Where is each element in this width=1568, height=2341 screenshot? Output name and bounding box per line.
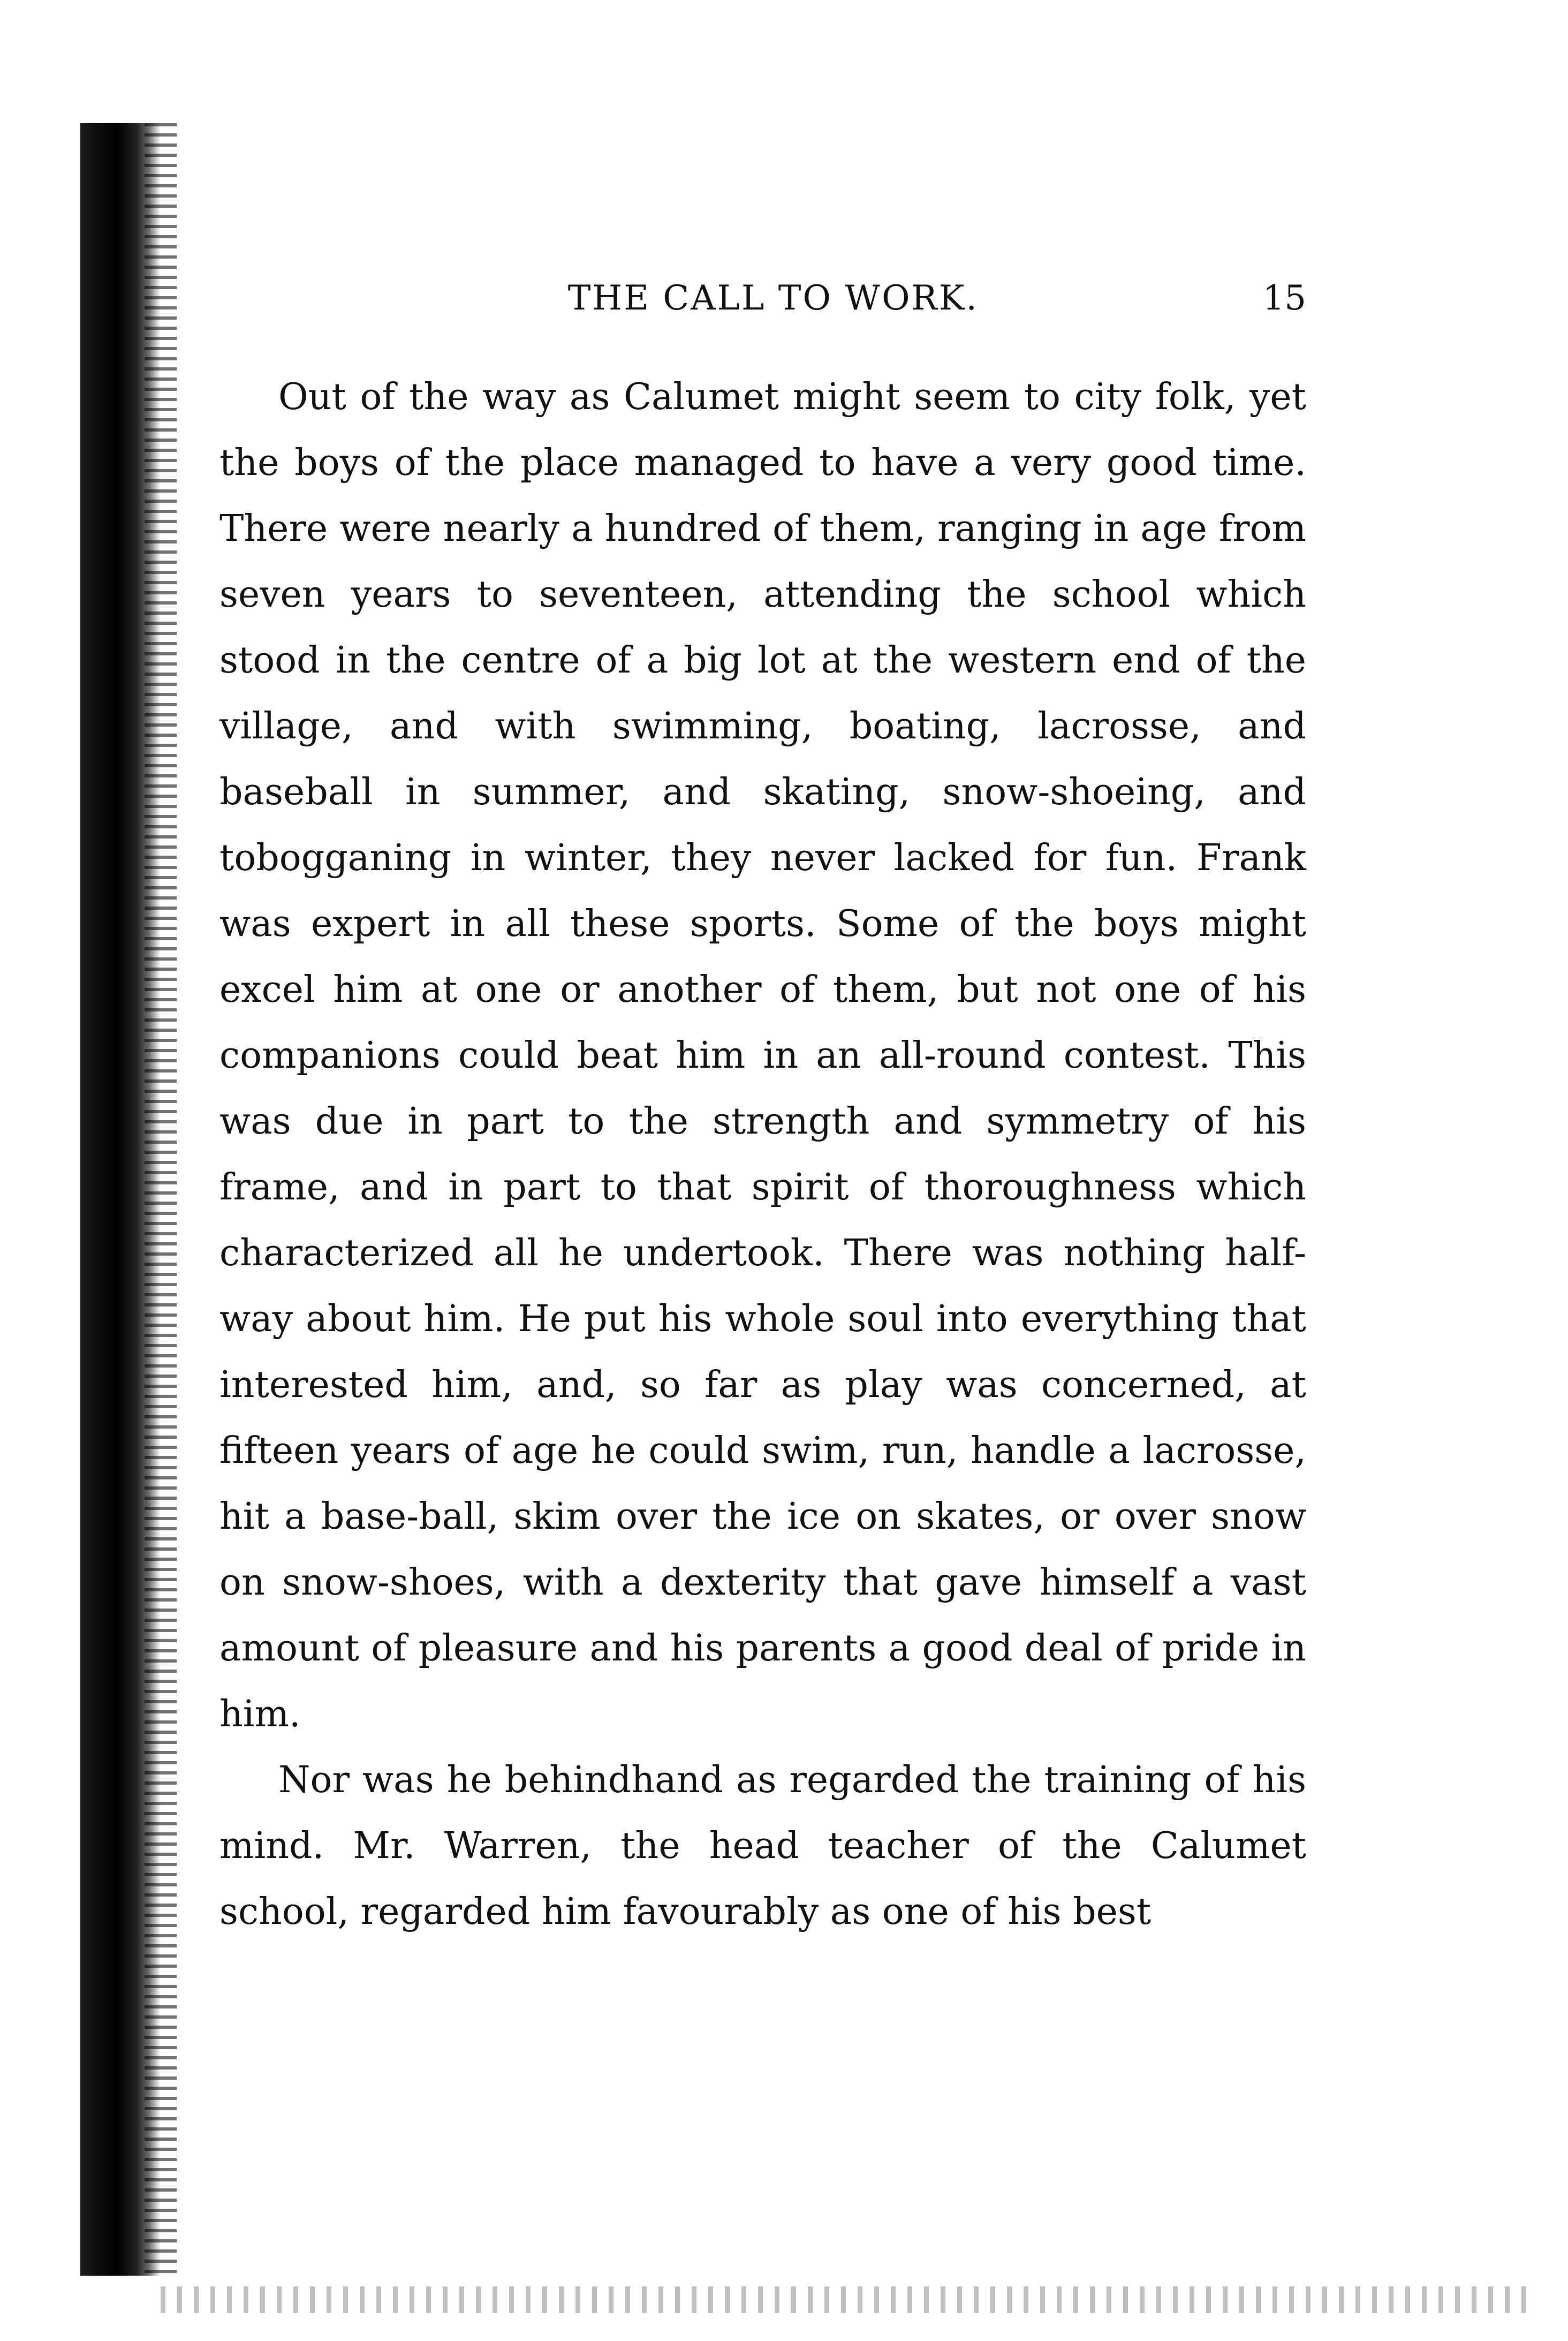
body-text: [219, 364, 1306, 1945]
scan-noise: [161, 2286, 1531, 2313]
binding-fray: [145, 123, 177, 2276]
text-block: [219, 278, 1306, 1945]
paragraph: Nor was he behindhand as regarded the training of his mind. Mr. Warren, the head teacher of the Calumet school, regarded him favourably as one of his best: [219, 1759, 1306, 1933]
running-title: THE CALL TO WORK.: [567, 278, 979, 318]
page-number: 15: [1262, 278, 1306, 318]
running-header: [219, 278, 1306, 337]
paragraph: Out of the way as Calumet might seem to city folk, yet the boys of the place managed to have a very good time. There were nearly a hundred of them, ranging in age from seven years to seventeen, attending the school which stood in the centre of a big lot at the western end of the village, and with swimming, boating, lacrosse, and baseball in summer, and skating, snow-shoeing, and tobogganing in winter, they never lacked for fun. Frank was expert in all these sports. Some of the boys might excel him at one or another of them, but not one of his companions could beat him in an all-round contest. This was due in part to the strength and symmetry of his frame, and in part to that spirit of thoroughness which characterized all he undertook. There was nothing half-way about him. He put his whole soul into everything that interested him, and, so far as play was concerned, at fifteen years of age he could swim, run, handle a lacrosse, hit a base-ball, skim over the ice on skates, or over snow on snow-shoes, with a dexterity that gave himself a vast amount of pleasure and his parents a good deal of pride in him.: [219, 376, 1306, 1735]
